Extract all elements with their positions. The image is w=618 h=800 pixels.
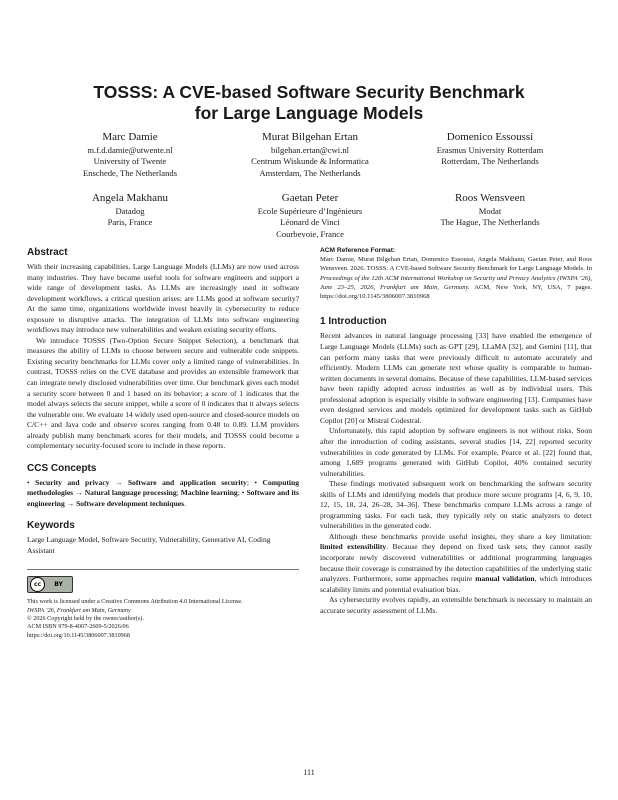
author-name: Gaetan Peter — [281, 192, 339, 204]
author-card — [40, 130, 220, 179]
license-line: ACM ISBN 979-8-4007-2609-5/2026/06 — [27, 623, 129, 631]
ccs-term: Security and privacy — [35, 477, 110, 487]
license-line: This work is licensed under a Creative Commons Attribution 4.0 International License. — [27, 598, 243, 606]
ccs-heading: CCS Concepts — [27, 462, 97, 474]
paper-title — [0, 82, 618, 124]
title-line-2: for Large Language Models — [194, 103, 424, 123]
cc-by-license-icon — [27, 576, 73, 593]
section-heading: 1 Introduction — [320, 316, 387, 328]
author-affiliation: Paris, France — [107, 217, 153, 228]
author-name: Angela Makhanu — [91, 192, 169, 204]
author-affiliation: Courbevoie, France — [276, 228, 344, 239]
author-affiliation: Centrum Wiskunde & Informatica — [251, 156, 369, 167]
author-affiliation: Datadog — [115, 206, 145, 216]
acm-reference: Marc Damie, Murat Bilgehan Ertan, Domenico Essoussi, Angela Makhanu, Gaetan Peter, and Roos Wensveen. 2026. TOSSS: A CVE-based Software Security Benchmark for Large Language Models. In Proceedings of the 12th ACM International Workshop on Security and Privacy Analytics (IWSPA ’26), June 23–25, 2026, Frankfurt am Main, Germany. ACM, New York, NY, USA, 7 pages. https://doi.org/10.1145/3806007.3810968 — [320, 256, 592, 301]
author-name: Marc Damie — [102, 131, 158, 143]
doi-link[interactable]: https://doi.org/10.1145/3806007.3810968 — [27, 631, 130, 639]
author-block-row-1 — [40, 130, 580, 179]
author-name: Roos Wensveen — [454, 192, 526, 204]
author-name: Murat Bilgehan Ertan — [262, 131, 358, 143]
cc-icon: cc — [30, 577, 45, 592]
author-affiliation: The Hague, The Netherlands — [440, 217, 540, 228]
author-card — [400, 191, 580, 240]
abstract-paragraph: With their increasing capabilities, Large Language Models (LLMs) are now used across many industries. They have become useful tools for software engineers and support a wide range of development tasks. As LLMs are increasingly used in software development workflows, a critical question arises: are LLMs good at software security? At the same time, organizations worldwide invest heavily in cybersecurity to reduce exposure to disruptive attacks. The integration of LLMs into software engineering workflows may introduce new vulnerabilities and weaken existing security efforts. — [27, 262, 299, 335]
body-paragraph: Recent advances in natural language processing [33] have enabled the emergence of Large Language Models (LLMs) such as GPT [29], LLaMA [32], and Gemini [11], that can perform many tasks that were previously difficult to automate accurately and efficiently. Modern LLMs can generate text whose quality is comparable to human-written documents in several domains. Because of these capabilities, LLM-based services have been rapidly adopted across industries as well as by individual users. This professional adoption is especially visible in software engineering [13]. Companies have even designed services and models optimized for development tasks such as GitHub Copilot [20] or Mistral Codestral. — [320, 331, 592, 425]
acm-reference-label: ACM Reference Format: — [320, 247, 396, 254]
body-paragraph: Although these benchmarks provide useful insights, they share a key limitation: limited extensibility. Because they depend on fixed task sets, they cannot easily incorporate newly discovered vulnerabilities or additional programming languages because their coverage is constrained by the detection capabilities of the underlying static analyzers. Furthermore, some approaches require manual validation, which introduces scalability limits and potential evaluation bias. — [320, 531, 592, 594]
ccs-term: Natural language processing — [84, 488, 177, 498]
license-line: IWSPA ’26, Frankfurt am Main, Germany — [27, 606, 131, 614]
left-column — [27, 246, 299, 640]
ccs-term: Software development techniques — [76, 498, 185, 508]
author-affiliation: Modat — [478, 206, 502, 216]
author-block-row-2 — [40, 191, 580, 240]
author-name: Domenico Essoussi — [446, 131, 534, 143]
ccs-concepts: • Security and privacy → Software and application security; • Computing methodologies → Natural language processing; Machine learning; • Software and its engineering → Software development techniques. — [27, 477, 299, 508]
author-affiliation: Erasmus University Rotterdam — [436, 145, 544, 155]
keywords-text: Large Language Model, Software Security, Vulnerability, Generative AI, Coding Assistant — [27, 535, 271, 555]
right-column — [320, 246, 592, 616]
author-affiliation: University of Twente — [93, 156, 167, 167]
ccs-term: Computing methodologies — [27, 477, 299, 498]
author-card — [220, 130, 400, 179]
author-affiliation: Enschede, The Netherlands — [82, 167, 178, 178]
license-line: © 2026 Copyright held by the owner/author(s). — [27, 615, 144, 623]
keywords-heading: Keywords — [27, 520, 75, 532]
abstract-heading: Abstract — [27, 247, 68, 258]
author-affiliation: m.f.d.damie@utwente.nl — [87, 145, 173, 155]
title-line-1: TOSSS: A CVE-based Software Security Benchmark — [93, 82, 525, 102]
body-paragraph: These findings motivated subsequent work on benchmarking the software security skills of LLMs and identifying models that produce more secure programs [4, 6, 9, 10, 12, 15, 18, 24, 26–28, 34–36]. These benchmarks compare LLMs across a range of programming tasks. For each task, they typically rely on static analyzers to detect vulnerabilities in the generated code. — [320, 479, 592, 531]
author-card — [40, 191, 220, 240]
body-paragraph: Unfortunately, this rapid adoption by software engineers is not without risks. Soon after the introduction of coding assistants, several studies [14, 22] reported security vulnerabilities in code generated by LLMs. For example, Pearce et al. [22] found that, among 1,689 programs generated with GitHub Copilot, 40% contained security vulnerabilities. — [320, 426, 592, 478]
author-affiliation: Ecole Supérieure d’Ingénieurs — [257, 206, 363, 216]
ccs-term: Software and application security — [127, 477, 247, 487]
ccs-term: Machine learning — [180, 488, 238, 498]
author-affiliation: Rotterdam, The Netherlands — [441, 156, 539, 167]
ccs-term: Software and its engineering — [27, 488, 299, 508]
author-affiliation: Léonard de Vinci — [280, 217, 340, 228]
author-affiliation: Amsterdam, The Netherlands — [259, 167, 361, 178]
footnote-divider — [27, 569, 299, 570]
by-icon: BY — [54, 581, 63, 589]
page-number: 111 — [303, 768, 315, 777]
author-card — [220, 191, 400, 240]
body-paragraph: As cybersecurity evolves rapidly, an extensible benchmark is necessary to maintain an accurate security assessment of LLMs. — [320, 595, 592, 615]
author-affiliation: bilgehan.ertan@cwi.nl — [270, 145, 350, 155]
author-card — [400, 130, 580, 179]
abstract-paragraph: We introduce TOSSS (Two-Option Secure Snippet Selection), a benchmark that measures the ability of LLMs to choose between secure and vulnerable code snippets. Existing security benchmarks for LLMs cover only a limited range of vulnerabilities. In contrast, TOSSS relies on the CVE database and provides an extensible framework that can integrate newly disclosed vulnerabilities over time. Our benchmark gives each model a security score between 0 and 1 based on its behavior; a score of 1 indicates that the model always selects the secure snippet, while a score of 0 indicates that it always selects the vulnerable one. We evaluate 14 widely used open-source and closed-source models on C/C++ and Java code and observe scores ranging from 0.48 to 0.89. LLM providers already publish many benchmark scores for their models, and TOSSS could become a complementary security-focused score to include in these reports. — [27, 335, 299, 451]
